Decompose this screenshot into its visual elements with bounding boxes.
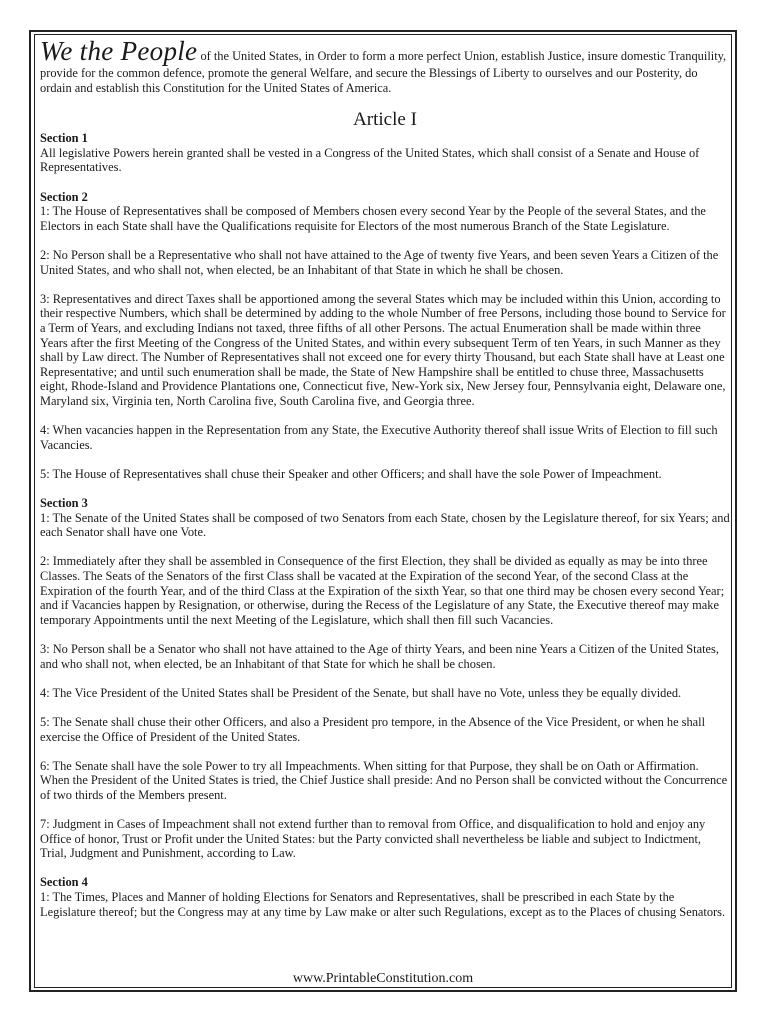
preamble	[40, 36, 730, 95]
section-heading: Section 4	[40, 875, 88, 890]
clause: 5: The House of Representatives shall chuse their Speaker and other Officers; and shall have the sole Power of Impeachment.	[40, 466, 662, 481]
clause: 2: Immediately after they shall be assembled in Consequence of the first Election, they shall be divided as equally as may be into three Classes. The Seats of the Senators of the first Class shall be vacated at the Expiration of the second Year, of the second Class at the Expiration of the fourth Year, and of the third Class at the Expiration of the sixth Year, so that one third may be chosen every second Year; and if Vacancies happen by Resignation, or otherwise, during the Recess of the Legislature of any State, the Executive thereof may make temporary Appointments until the next Meeting of the Legislature, which shall then fill such Vacancies.	[40, 554, 725, 627]
clause: 3: No Person shall be a Senator who shall not have attained to the Age of thirty Years, and been nine Years a Citizen of the United States, and who shall not, when elected, be an Inhabitant of that State for which he shall be chosen.	[40, 641, 719, 671]
section-1	[40, 131, 730, 175]
section-3	[40, 496, 730, 861]
clause: 3: Representatives and direct Taxes shall be apportioned among the several States which may be included within this Union, according to their respective Numbers, which shall be determined by adding to the whole Number of free Persons, including those bound to Service for a Term of Years, and excluding Indians not taxed, three fifths of all other Persons. The actual Enumeration shall be made within three Years after the first Meeting of the Congress of the United States, and within every subsequent Term of ten Years, in such Manner as they shall by Law direct. The Number of Representatives shall not exceed one for every thirty Thousand, but each State shall have at Least one Representative; and until such enumeration shall be made, the State of New Hampshire shall be entitled to chuse three, Massachusetts eight, Rhode-Island and Providence Plantations one, Connecticut five, New-York six, New Jersey four, Pennsylvania eight, Delaware one, Maryland six, Virginia ten, North Carolina five, South Carolina five, and Georgia three.	[40, 291, 726, 408]
preamble-text: of the United States, in Order to form a more perfect Union, establish Justice, insure domestic Tranquility, provide for the common defence, promote the general Welfare, and secure the Blessings of Liberty to ourselves and our Posterity, do ordain and establish this Constitution for the United States of America.	[40, 49, 727, 95]
document-body	[40, 36, 730, 934]
preamble-lead: We the People	[40, 36, 198, 66]
footer-url: www.PrintableConstitution.com	[292, 971, 474, 986]
section-heading: Section 3	[40, 496, 88, 511]
clause: 2: No Person shall be a Representative who shall not have attained to the Age of twenty five Years, and been seven Years a Citizen of the United States, and who shall not, when elected, be an Inhabitant of that State in which he shall be chosen.	[40, 247, 719, 277]
clause: 5: The Senate shall chuse their other Officers, and also a President pro tempore, in the Absence of the Vice President, or when he shall exercise the Office of President of the United States.	[40, 714, 706, 744]
clause: 4: The Vice President of the United States shall be President of the Senate, but shall have no Vote, unless they be equally divided.	[40, 685, 682, 700]
clause: 6: The Senate shall have the sole Power to try all Impeachments. When sitting for that Purpose, they shall be on Oath or Affirmation. When the President of the United States is tried, the Chief Justice shall preside: And no Person shall be convicted without the Concurrence of two thirds of the Members present.	[40, 758, 728, 802]
section-heading: Section 2	[40, 189, 88, 204]
clause: 1: The Times, Places and Manner of holding Elections for Senators and Representatives, shall be prescribed in each State by the Legislature thereof; but the Congress may at any time by Law make or alter such Regulations, except as to the Places of chusing Senators.	[40, 890, 726, 919]
section-2	[40, 190, 730, 482]
clause: All legislative Powers herein granted shall be vested in a Congress of the United States, which shall consist of a Senate and House of Representatives.	[40, 145, 700, 175]
article-title: Article I	[353, 109, 417, 131]
section-heading: Section 1	[40, 131, 88, 146]
clause: 1: The House of Representatives shall be composed of Members chosen every second Year by the People of the several States, and the Electors in each State shall have the Qualifications requisite for Electors of the most numerous Branch of the State Legislature.	[40, 204, 706, 233]
clause: 4: When vacancies happen in the Representation from any State, the Executive Authority thereof shall issue Writs of Election to fill such Vacancies.	[40, 423, 718, 452]
section-4	[40, 875, 730, 919]
clause: 7: Judgment in Cases of Impeachment shall not extend further than to removal from Office, and disqualification to hold and enjoy any Office of honor, Trust or Profit under the United States: but the Party convicted shall nevertheless be liable and subject to Indictment, Trial, Judgment and Punishment, according to Law.	[40, 817, 706, 861]
clause: 1: The Senate of the United States shall be composed of two Senators from each State, chosen by the Legislature thereof, for six Years; and each Senator shall have one Vote.	[40, 510, 730, 540]
